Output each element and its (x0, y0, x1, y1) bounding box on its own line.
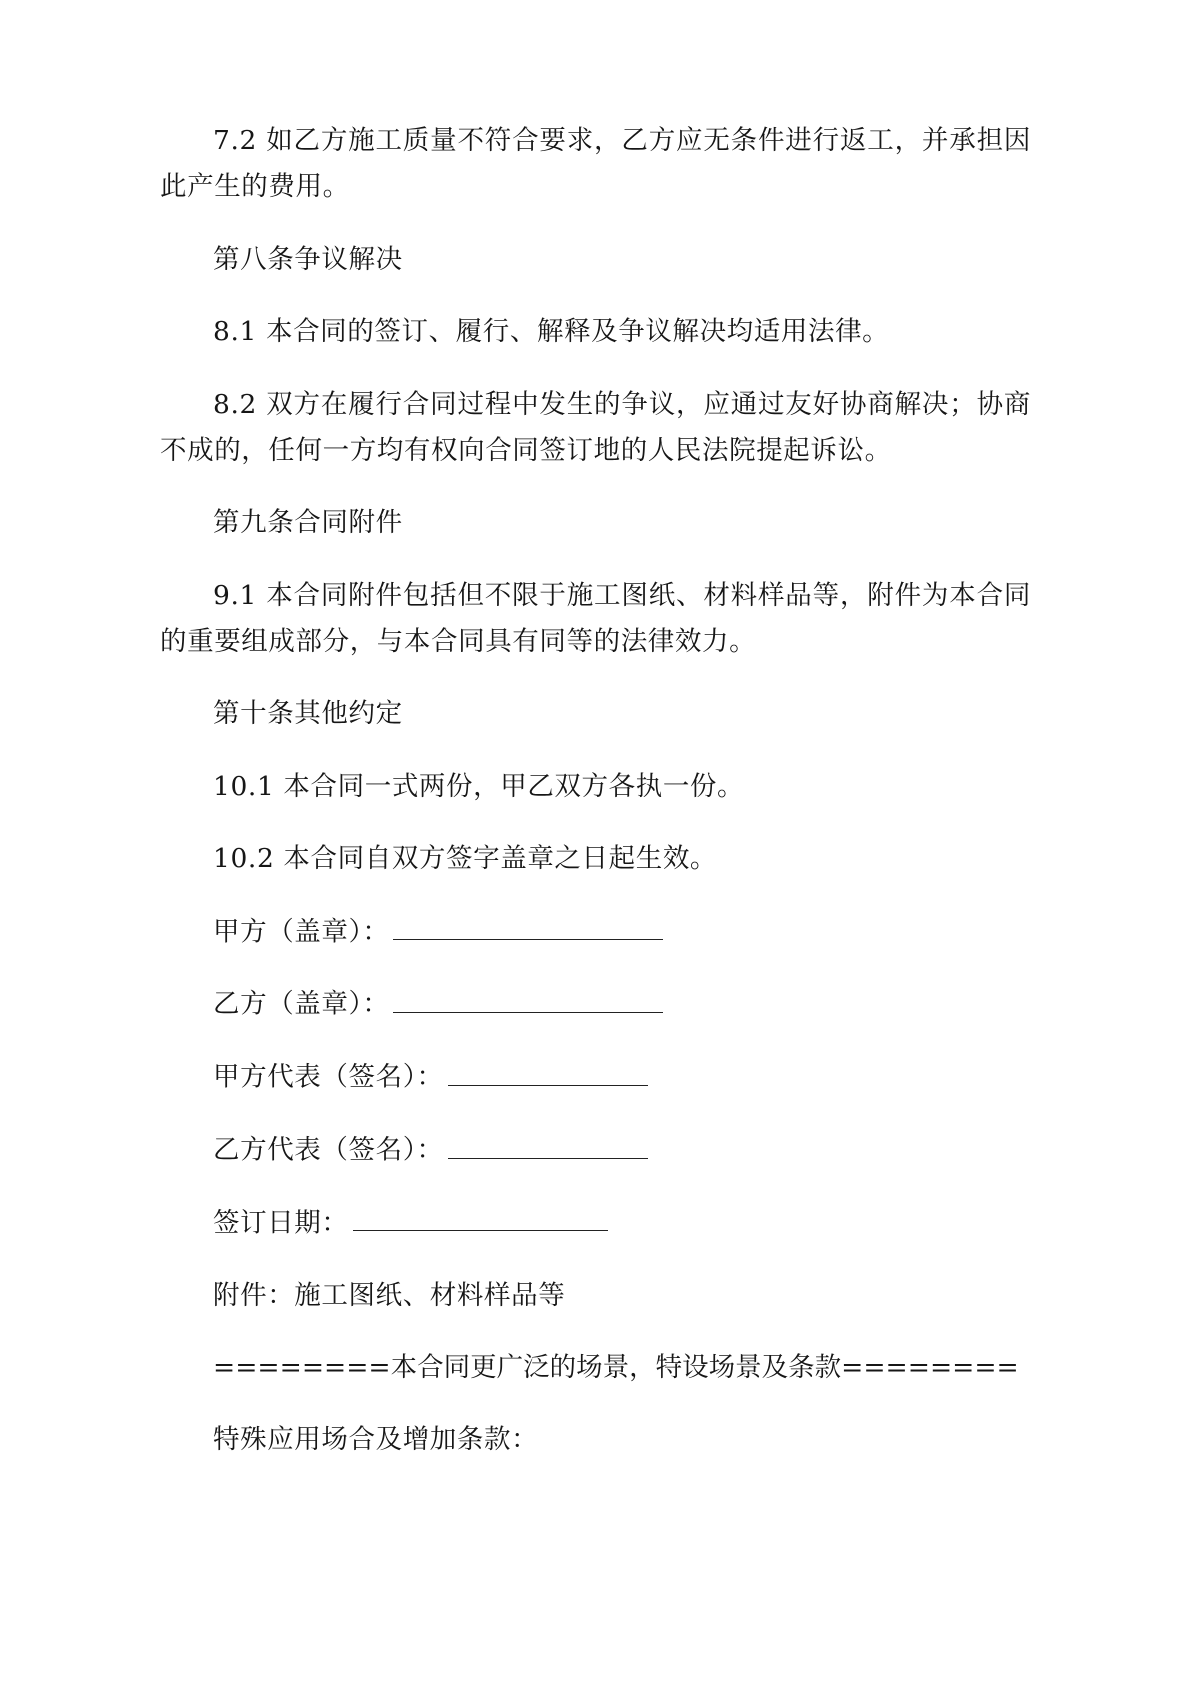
paragraph-9-1: 9.1 本合同附件包括但不限于施工图纸、材料样品等，附件为本合同的重要组成部分，与本合同具有同等的法律效力。 (160, 579, 1031, 657)
paragraph-8-1: 8.1 本合同的签订、履行、解释及争议解决均适用法律。 (213, 316, 890, 348)
signature-blank-date[interactable] (353, 1200, 608, 1231)
signature-blank-party-a-seal[interactable] (393, 909, 663, 940)
attachment-note: 附件：施工图纸、材料样品等 (213, 1279, 566, 1311)
signature-label-party-a-rep: 甲方代表（签名）： (213, 1061, 444, 1093)
section-heading-10: 第十条其他约定 (213, 698, 403, 730)
paragraph-7-2: 7.2 如乙方施工质量不符合要求，乙方应无条件进行返工，并承担因此产生的费用。 (160, 125, 1031, 203)
signature-label-party-a-seal: 甲方（盖章）： (213, 915, 390, 947)
paragraph-10-2: 10.2 本合同自双方签字盖章之日起生效。 (213, 843, 718, 875)
signature-label-date: 签订日期： (213, 1207, 349, 1239)
special-clause-heading: 特殊应用场合及增加条款： (213, 1424, 539, 1456)
section-heading-9: 第九条合同附件 (213, 507, 403, 539)
section-heading-8: 第八条争议解决 (213, 243, 403, 275)
paragraph-8-2: 8.2 双方在履行合同过程中发生的争议，应通过友好协商解决；协商不成的，任何一方均有权向合同签订地的人民法院提起诉讼。 (160, 388, 1031, 466)
signature-line-party-a-rep (160, 1054, 1031, 1101)
signature-line-party-a-seal (160, 909, 1031, 956)
document-body (160, 118, 1031, 1464)
signature-blank-party-a-rep[interactable] (448, 1054, 648, 1085)
signature-line-party-b-rep (160, 1127, 1031, 1174)
paragraph-10-1: 10.1 本合同一式两份，甲乙双方各执一份。 (213, 770, 745, 802)
signature-label-party-b-rep: 乙方代表（签名）： (213, 1134, 444, 1166)
signature-label-party-b-seal: 乙方（盖章）： (213, 988, 390, 1020)
signature-line-party-b-seal (160, 981, 1031, 1028)
signature-line-date (160, 1200, 1031, 1247)
signature-blank-party-b-rep[interactable] (448, 1127, 648, 1158)
signature-blank-party-b-seal[interactable] (393, 981, 663, 1012)
section-divider: ========本合同更广泛的场景，特设场景及条款======== (213, 1352, 1019, 1384)
